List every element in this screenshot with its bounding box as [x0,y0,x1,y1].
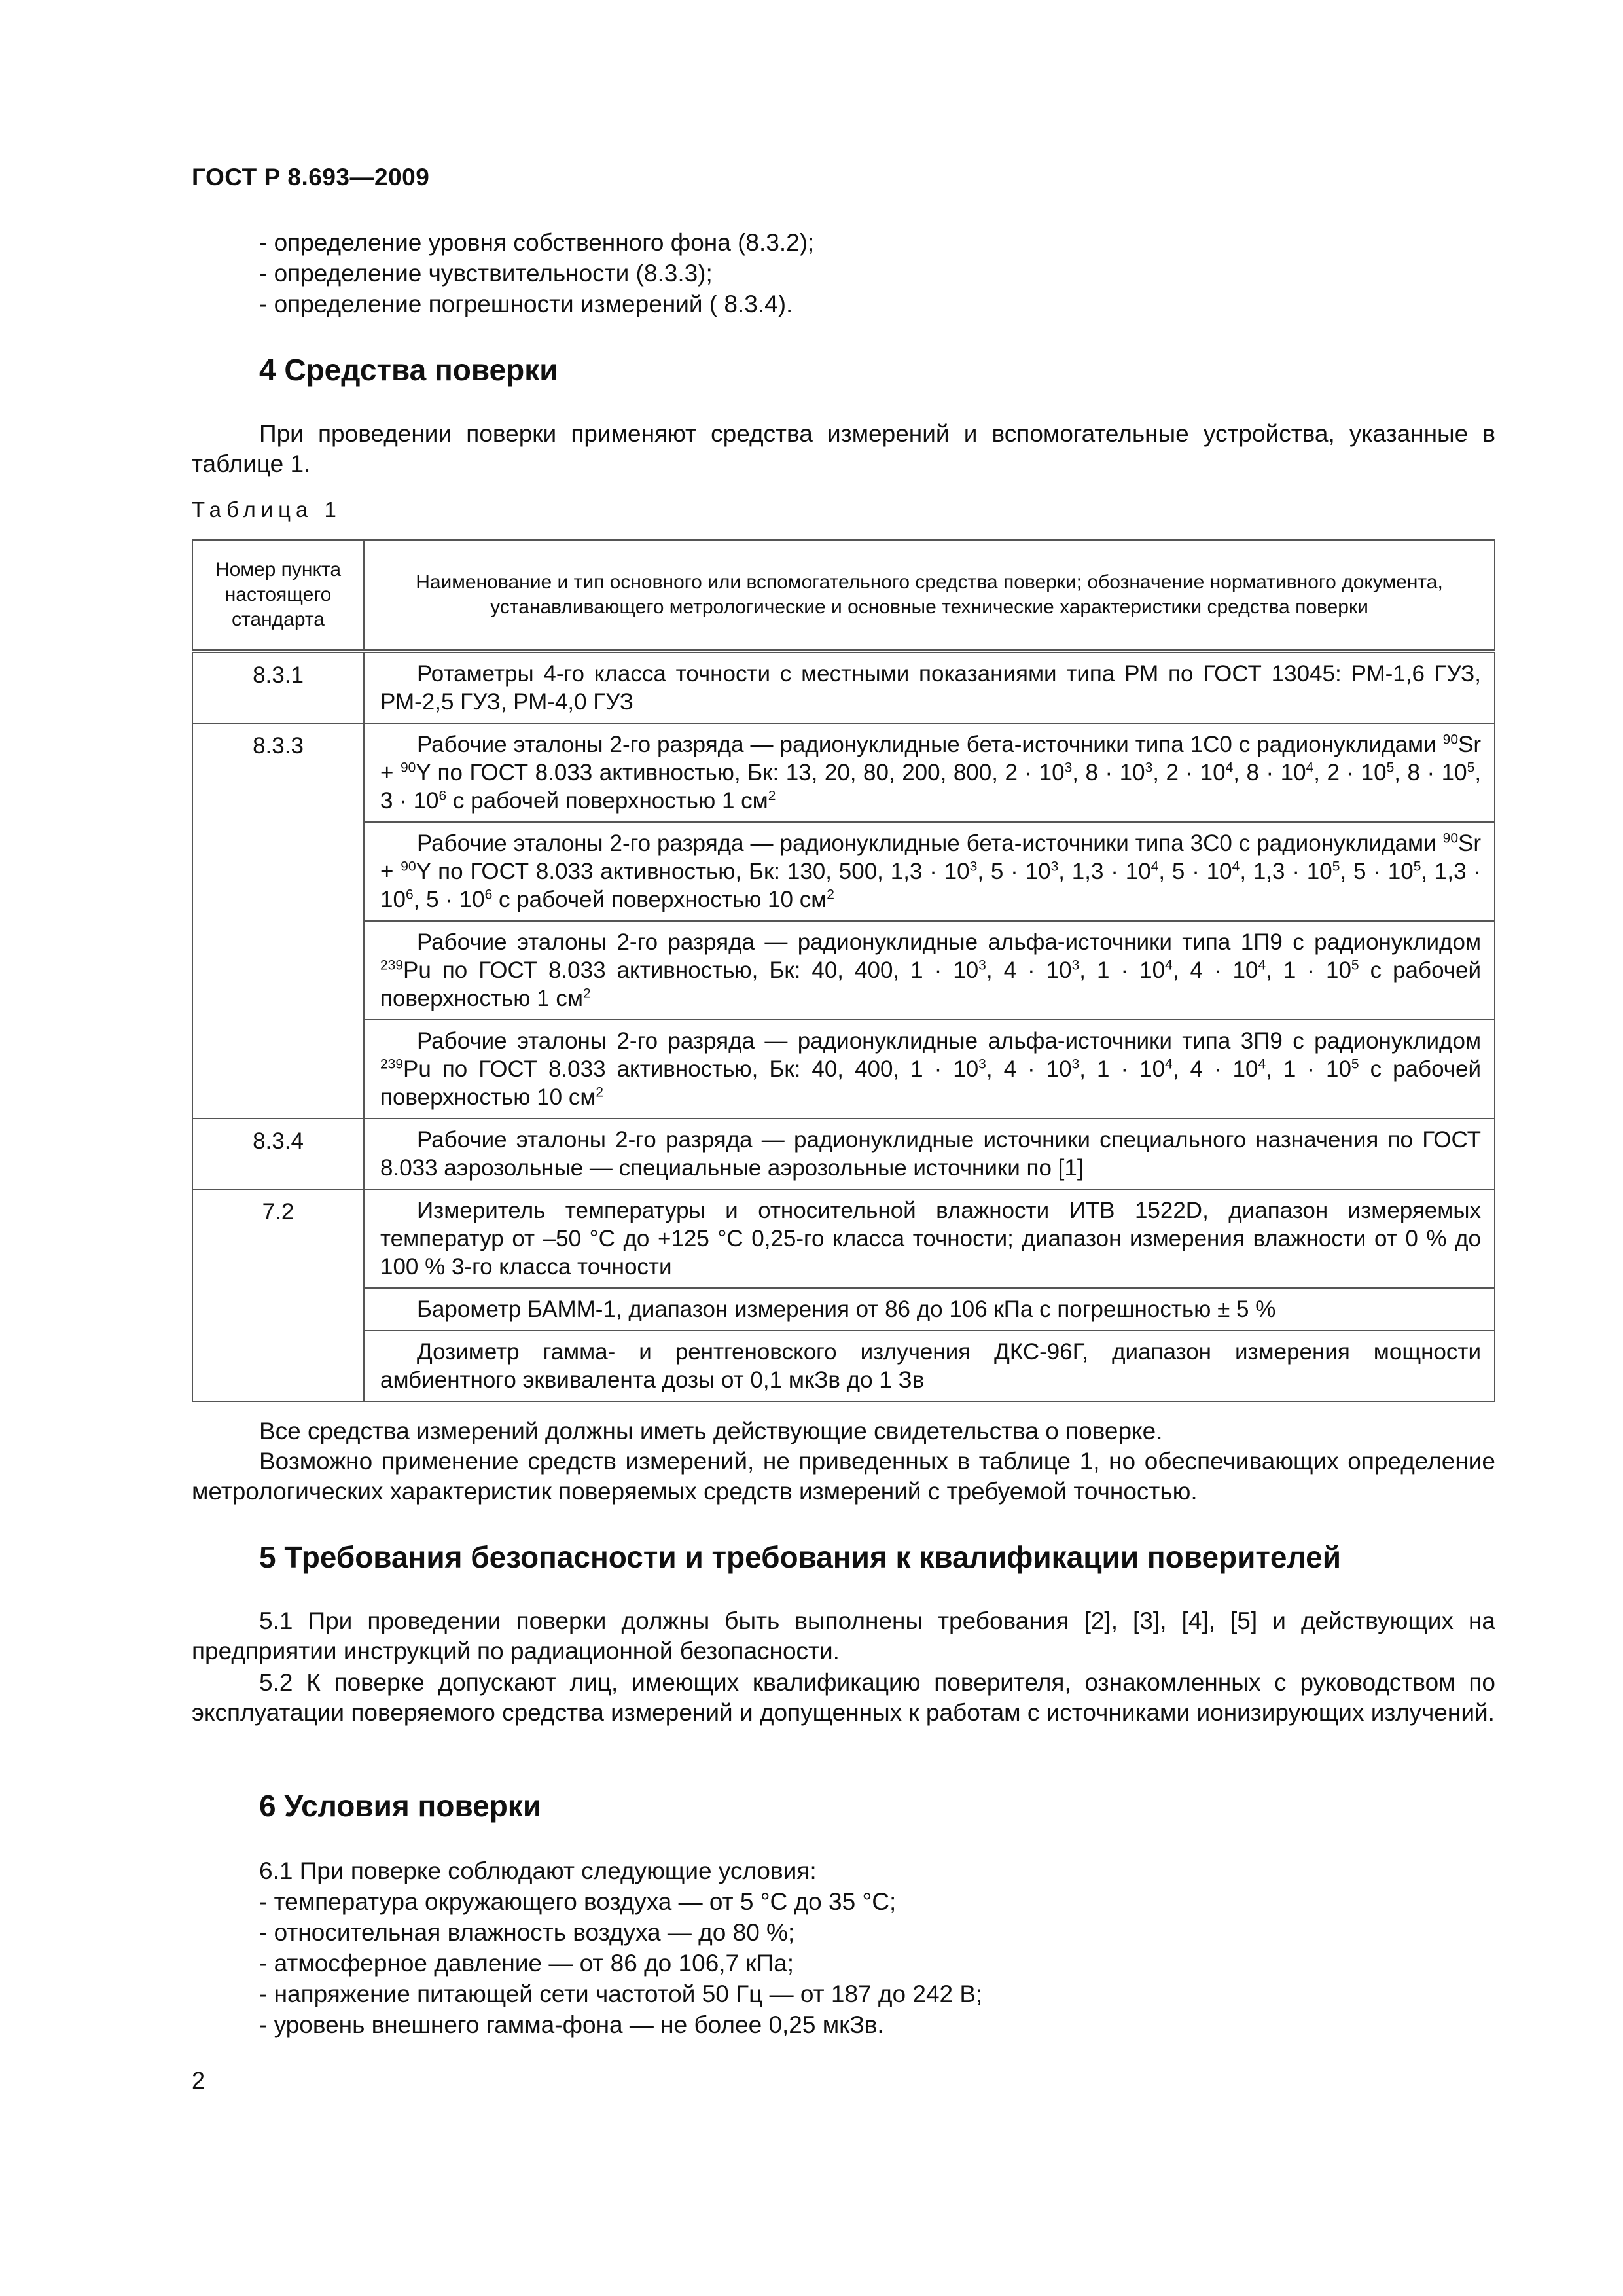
list-item: - определение уровня собственного фона (8.3.2); [259,229,815,256]
list-item: - напряжение питающей сети частотой 50 Гц — от 187 до 242 В; [259,1981,983,2007]
table-cell-number: 8.3.3 [192,723,364,1119]
list-item: - определение чувствительности (8.3.3); [259,260,713,287]
table-row [192,1331,1495,1401]
section-6-intro: 6.1 При поверке соблюдают следующие условия: [259,1857,817,1884]
table-cell-description: Рабочие эталоны 2-го разряда — радионуклидные альфа-источники типа 1П9 с радионуклидом $^{239}$Pu по ГОСТ 8.033 активностью, Бк: 40, 400, $1 \cdot 10^3$, $4 \cdot 10^3$, $1 \cdot 10^4$, $4 \cdot 10^4$, $1 \cdot 10^5$ с рабочей поверхностью 1 $см^2$ [364,921,1495,1020]
table-cell-number: 8.3.1 [192,651,364,723]
section-4-text: При проведении поверки применяют средства измерений и вспомогательные устройства, указанные в таблице 1. [192,420,1495,477]
table-cell-description: Ротаметры 4-го класса точности с местными показаниями типа РМ по ГОСТ 13045: РМ-1,6 ГУЗ, РМ-2,5 ГУЗ, РМ-4,0 ГУЗ [364,651,1495,723]
table-row [192,822,1495,921]
table-caption: Таблица 1 [192,497,342,522]
table-cell-description: Рабочие эталоны 2-го разряда — радионуклидные бета-источники типа 1С0 с радионуклидами $^{90}$Sr + $^{90}$Y по ГОСТ 8.033 активностью, Бк: 13, 20, 80, 200, 800, $2 \cdot 10^3$, $8 \cdot 10^3$, $2 \cdot 10^4$, $8 \cdot 10^4$, $2 \cdot 10^5$, $8 \cdot 10^5$, $3 \cdot 10^6$ с рабочей поверхностью 1 $см^2$ [364,723,1495,822]
page-number: 2 [192,2067,205,2094]
section-5-p1: 5.1 При проведении поверки должны быть выполнены требования [2], [3], [4], [5] и действующих на предприятии инструкций по радиационной безопасности. [192,1607,1495,1664]
table-row [192,921,1495,1020]
table-cell-description: Рабочие эталоны 2-го разряда — радионуклидные альфа-источники типа 3П9 с радионуклидом $^{239}$Pu по ГОСТ 8.033 активностью, Бк: 40, 400, $1 \cdot 10^3$, $4 \cdot 10^3$, $1 \cdot 10^4$, $4 \cdot 10^4$, $1 \cdot 10^5$ с рабочей поверхностью 10 $см^2$ [364,1020,1495,1119]
list-item: - уровень внешнего гамма-фона — не более 0,25 мкЗв. [259,2011,884,2038]
section-4-title: 4 Средства поверки [259,353,558,387]
table-row [192,723,1495,822]
section-4-note-1: Все средства измерений должны иметь действующие свидетельства о поверке. [259,1418,1163,1444]
list-item: - температура окружающего воздуха — от 5 °С до 35 °С; [259,1888,897,1915]
list-item: - определение погрешности измерений ( 8.3.4). [259,291,793,317]
verification-tools-table [192,539,1495,1402]
document-header: ГОСТ Р 8.693—2009 [192,164,430,190]
table-row [192,1288,1495,1331]
table-cell-description: Барометр БАММ-1, диапазон измерения от 86 до 106 кПа с погрешностью ± 5 % [364,1288,1495,1331]
table-header-description: Наименование и тип основного или вспомогательного средства поверки; обозначение нормативного документа, устанавливающего метрологические и основные технические характеристики средства поверки [364,540,1495,651]
table-row [192,651,1495,723]
table-header-number: Номер пункта настоящего стандарта [192,540,364,651]
table-row [192,1020,1495,1119]
table-cell-number: 8.3.4 [192,1119,364,1189]
table-row [192,1189,1495,1288]
table-header-row [192,540,1495,651]
table-cell-description: Рабочие эталоны 2-го разряда — радионуклидные бета-источники типа 3С0 с радионуклидами $^{90}$Sr + $^{90}$Y по ГОСТ 8.033 активностью, Бк: 130, 500, $1,3 \cdot 10^3$, $5 \cdot 10^3$, $1,3 \cdot 10^4$, $5 \cdot 10^4$, $1,3 \cdot 10^5$, $5 \cdot 10^5$, $1,3 \cdot 10^6$, $5 \cdot 10^6$ с рабочей поверхностью 10 $см^2$ [364,822,1495,921]
table-cell-description: Рабочие эталоны 2-го разряда — радионуклидные источники специального назначения по ГОСТ 8.033 аэрозольные — специальные аэрозольные источники по [1] [364,1119,1495,1189]
table-cell-description: Измеритель температуры и относительной влажности ИТВ 1522D, диапазон измеряемых температур от –50 °С до +125 °С 0,25-го класса точности; диапазон измерения влажности от 0 % до 100 % 3-го класса точности [364,1189,1495,1288]
list-item: - атмосферное давление — от 86 до 106,7 кПа; [259,1950,794,1977]
table-cell-number: 7.2 [192,1189,364,1401]
section-6-title: 6 Условия поверки [259,1789,542,1823]
list-item: - относительная влажность воздуха — до 80 %; [259,1919,795,1946]
section-5-title: 5 Требования безопасности и требования к квалификации поверителей [259,1540,1341,1574]
table-row [192,1119,1495,1189]
section-5-p2: 5.2 К поверке допускают лиц, имеющих квалификацию поверителя, ознакомленных с руководством по эксплуатации поверяемого средства измерений и допущенных к работам с источниками ионизирующих излучений. [192,1669,1495,1726]
table-cell-description: Дозиметр гамма- и рентгеновского излучения ДКС-96Г, диапазон измерения мощности амбиентного эквивалента дозы от 0,1 мкЗв до 1 Зв [364,1331,1495,1401]
section-4-note-2: Возможно применение средств измерений, не приведенных в таблице 1, но обеспечивающих определение метрологических характеристик поверяемых средств измерений с требуемой точностью. [192,1448,1495,1505]
